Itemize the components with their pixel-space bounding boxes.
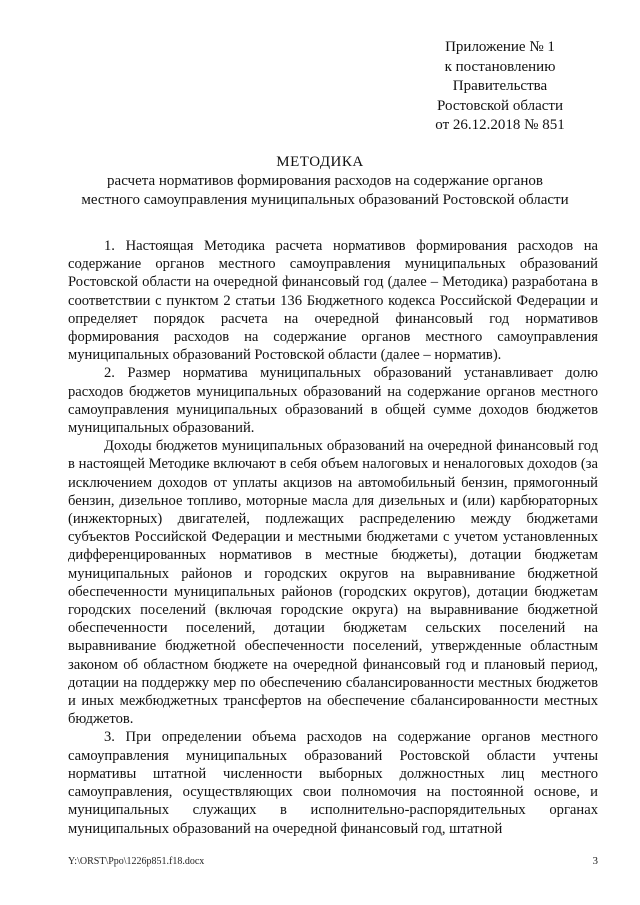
paragraph-4: 3. При определении объема расходов на содержание органов местного самоуправления муниципальных образований Ростовской области учтены нормативы штатной численности выборных должностных лиц местного самоуправления, осуществляющих свои полномочия на постоянной основе, и муниципальных служащих в исполнительно-распорядительных органах муниципальных образований на очередной финансовый год, штатной [68,729,598,837]
appendix-line: Приложение № 1 [445,39,555,55]
document-title: МЕТОДИКА [276,154,364,170]
appendix-line: Правительства [452,78,548,94]
appendix-line: от 26.12.2018 № 851 [435,117,565,133]
subtitle-line: расчета нормативов формирования расходов на содержание органов [107,173,543,189]
appendix-line: Ростовской области [437,97,563,114]
document-subtitle [60,172,590,210]
appendix-line: к постановлению [444,58,556,75]
paragraph-3: Доходы бюджетов муниципальных образований на очередной финансовый год в настоящей Методике включают в себя объем налоговых и неналоговых доходов (за исключением доходов от уплаты акцизов на автомобильный бензин, прямогонный бензин, дизельное топливо, моторные масла для дизельных и (или) карбюраторных (инжекторных) двигателей, подлежащих распределению между бюджетами субъектов Российской Федерации и местными бюджетами с учетом установленных дифференцированных нормативов в местные бюджеты), дотации бюджетам муниципальных районов и городских округов на выравнивание бюджетной обеспеченности муниципальных районов (городских округов), дотации бюджетам городских поселений (включая городские округа) на выравнивание бюджетной обеспеченности поселений, дотации бюджетам сельских поселений на выравнивание бюджетной обеспеченности поселений, утвержденные областным законом об областном бюджете на очередной финансовый год и плановый период, дотации на поддержку мер по обеспечению сбалансированности местных бюджетов и иных межбюджетных трансфертов на обеспечение сбалансированности местных бюджетов. [68,438,598,728]
paragraph-1: 1. Настоящая Методика расчета нормативов формирования расходов на содержание органов местного самоуправления муниципальных образований Ростовской области на очередной финансовый год (далее – Методика) разработана в соответствии с пунктом 2 статьи 136 Бюджетного кодекса Российской Федерации и определяет порядок расчета на очередной финансовый год нормативов формирования расходов на содержание органов местного самоуправления муниципальных образований Ростовской области (далее – норматив). [68,238,598,364]
document-body [68,237,598,838]
footer-page-number: 3 [592,855,598,867]
appendix-block [400,38,600,136]
paragraph-2: 2. Размер норматива муниципальных образований устанавливает долю расходов бюджетов муниципальных образований на содержание органов местного самоуправления муниципальных образований в общей сумме доходов бюджетов муниципальных образований. [68,365,598,437]
footer-file-path: Y:\ORST\Ppo\1226p851.f18.docx [68,856,205,867]
subtitle-line: местного самоуправления муниципальных образований Ростовской области [81,192,569,208]
